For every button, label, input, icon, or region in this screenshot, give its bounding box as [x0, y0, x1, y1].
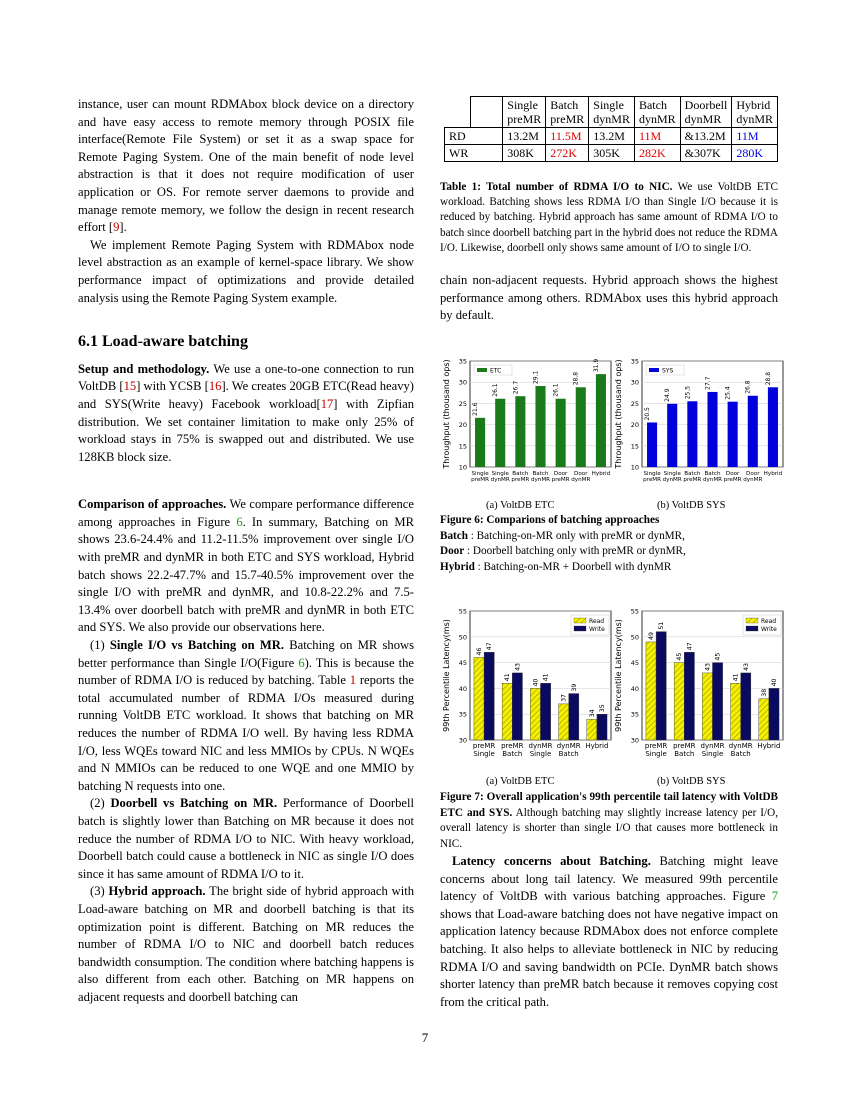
x-tick-label: Batch: [704, 471, 721, 477]
y-tick-label: 35: [630, 357, 639, 366]
fig6-chart-a: [440, 355, 615, 495]
table-cell: 272K: [546, 145, 589, 162]
bar: [541, 683, 551, 740]
y-tick-label: 55: [458, 607, 467, 616]
bar-value-label: 45: [714, 652, 722, 661]
y-tick-label: 35: [630, 710, 639, 719]
fig6-subcaption-b: (b) VoltDB SYS: [657, 500, 726, 511]
table-cell: 308K: [503, 145, 546, 162]
y-tick-label: 35: [458, 357, 467, 366]
citation-link[interactable]: 17: [320, 396, 334, 411]
x-tick-label: preMR: [683, 477, 702, 483]
bar-value-label: 34: [588, 709, 596, 718]
left-column: [78, 96, 414, 1007]
bar: [769, 688, 779, 740]
bar-value-label: 26.8: [744, 380, 752, 394]
paragraph: (1) Single I/O vs Batching on MR. Batching on MR shows better performance than Single I/O(Figure 6). This is because the number of RDMA I/O is reduced by batching. Table 1 reports the total accumulated number of RDMA I/Os measured during running VoltDB ETC workload. It shows that batching on MR reduces the number of RDMA I/O well. By having less RDMA I/O, less WQEs toward NIC and less MMIOs by CPUs. N WQEs and N MMIOs can be reduced to one WQE and one MMIO by batching N requests into one.: [78, 638, 414, 793]
bar-value-label: 29.1: [532, 370, 540, 385]
paragraph: Comparison of approaches. We compare performance difference among approaches in Figure 6. In summary, Batching on MR shows 23.6-24.4% and 11.2-11.5% improvement over single I/O with preMR and dynMR in both ETC and SYS workload, Hybrid batch shows 22.2-47.7% and 15.7-40.5% improvement over the single I/O with preMR and dynMR, and 10.8-22.2% and 7.5-13.4% over doorbell batch with preMR and dynMR in both ETC and SYS. We also provide our observations here.: [78, 497, 414, 635]
table-header-cell: Single preMR: [503, 97, 546, 128]
y-tick-label: 55: [630, 607, 639, 616]
table-cell: &307K: [680, 145, 732, 162]
bar: [741, 673, 751, 740]
citation-link[interactable]: 16: [208, 379, 222, 394]
paragraph: (3) Hybrid approach. The bright side of hybrid approach with Load-aware batching on MR and doorbell batching is that its optimization point is different. Batching on MR reduces the number of RDMA I/O to NIC and doorbell batch reduces bandwidth consumption. The condition where batching happens is also different from each other. Batching on MR happens on adjacent requests and doorbell batching can: [78, 884, 414, 1004]
bar: [674, 663, 684, 740]
bar: [515, 396, 525, 467]
x-tick-label: preMR: [472, 742, 496, 750]
bar: [559, 704, 569, 740]
y-tick-label: 25: [630, 399, 639, 408]
bar: [502, 683, 512, 740]
bar: [484, 652, 494, 740]
bar: [748, 396, 758, 467]
y-tick-label: 45: [630, 659, 639, 668]
figure-link[interactable]: 6: [236, 514, 243, 529]
paragraph: chain non-adjacent requests. Hybrid approach shows the highest performance among others. RDMAbox uses this hybrid approach by default.: [440, 273, 778, 323]
bar-value-label: 25.5: [684, 385, 692, 400]
table-header-cell: Batch preMR: [546, 97, 589, 128]
x-tick-label: preMR: [673, 742, 696, 750]
bar-value-label: 46: [476, 647, 484, 656]
x-tick-label: Single: [471, 471, 489, 477]
legend-swatch: [574, 618, 586, 623]
table-cell: 11M: [634, 128, 680, 145]
bar-value-label: 26.7: [512, 380, 520, 395]
y-tick-label: 50: [458, 633, 467, 642]
x-tick-label: Single: [701, 750, 724, 758]
bar-value-label: 26.1: [492, 383, 500, 397]
y-tick-label: 50: [630, 633, 639, 642]
figure-link[interactable]: 6: [298, 655, 305, 670]
x-tick-label: Batch: [512, 471, 529, 477]
x-tick-label: preMR: [501, 742, 524, 750]
bar: [702, 673, 712, 740]
legend-label: Write: [589, 626, 605, 633]
bar-value-label: 47: [486, 642, 494, 651]
bar: [707, 392, 717, 467]
y-tick-label: 25: [458, 399, 467, 408]
bar: [596, 374, 606, 467]
x-tick-label: preMR: [511, 477, 530, 483]
bar: [667, 404, 677, 467]
bar: [597, 714, 607, 740]
bar-value-label: 40: [770, 678, 778, 687]
y-axis-label: Throughput (thousand ops): [614, 359, 623, 469]
x-tick-label: preMR: [723, 477, 742, 483]
paragraph: Latency concerns about Batching. Batching might leave concerns about long tail latency. We measured 99th percentile latency of VoltDB with various batching approaches. Figure 7 shows that Load-aware batching does not have negative impact on application latency because RDMAbox does not enforce complete batching. It also helps to alleviate bottleneck in NIC by reducing RDMA I/O and saving bandwidth on PCIe. DynMR batch shows shorter latency than preMR batch because it removes copying cost from the critical path.: [440, 854, 778, 1009]
bar: [731, 683, 741, 740]
y-tick-label: 30: [630, 378, 639, 387]
x-tick-label: dynMR: [556, 742, 581, 750]
y-tick-label: 15: [630, 442, 639, 451]
fig6-subcaption-a: (a) VoltDB ETC: [486, 500, 555, 511]
bar: [474, 657, 484, 740]
legend-swatch: [746, 618, 758, 623]
table-header-cell: Batch dynMR: [634, 97, 680, 128]
legend-label: Write: [761, 626, 777, 633]
bar: [569, 694, 579, 740]
figure-link[interactable]: 7: [771, 889, 778, 904]
table-row: [445, 128, 778, 145]
bar-value-label: 31.9: [592, 358, 600, 373]
bar-value-label: 49: [648, 632, 656, 640]
table-1: [444, 96, 778, 162]
table-cell: 11.5M: [546, 128, 589, 145]
table-cell: 280K: [732, 145, 778, 162]
y-axis-label: 99th Percentile Latency(ms): [442, 619, 451, 732]
x-tick-label: preMR: [643, 477, 662, 483]
x-tick-label: Single: [491, 471, 509, 477]
y-tick-label: 30: [630, 736, 639, 745]
fig7-subcaption-a: (a) VoltDB ETC: [486, 776, 555, 787]
fig7-caption: Figure 7: Overall application's 99th percentile tail latency with VoltDB ETC and SYS. Although batching may slightly increase latency per I/O, overall latency is shorter than single I/O that causes more bottleneck in NIC.: [440, 791, 778, 850]
table-header-cell: Hybrid dynMR: [732, 97, 778, 128]
x-tick-label: Batch: [674, 750, 695, 758]
bar-value-label: 41: [732, 673, 740, 682]
bar-value-label: 38: [760, 688, 768, 697]
bar: [713, 663, 723, 740]
bar-value-label: 51: [658, 621, 666, 630]
bar: [768, 387, 778, 467]
paragraph: (2) Doorbell vs Batching on MR. Performance of Doorbell batch is slightly lower than Batching on MR because it does not reduce the number of RDMA I/O to NIC. With heavy workload, Doorbell batch could cause a bottleneck in NIC as single I/O does since it has same amount of RDMA I/O to it.: [78, 796, 414, 881]
bar-value-label: 43: [704, 663, 712, 671]
x-tick-label: Single: [645, 750, 667, 758]
fig7-chart-a: [440, 605, 615, 770]
bar: [728, 402, 738, 467]
y-tick-label: 15: [458, 442, 467, 451]
bar-value-label: 43: [514, 663, 522, 671]
x-tick-label: Batch: [730, 750, 751, 758]
bar-value-label: 20.5: [644, 407, 652, 421]
bar-value-label: 43: [742, 663, 750, 671]
y-tick-label: 20: [630, 421, 639, 430]
x-tick-label: preMR: [471, 477, 490, 483]
x-tick-label: Single: [529, 750, 552, 758]
x-tick-label: dynMR: [571, 477, 591, 483]
x-tick-label: Hybrid: [591, 471, 611, 477]
x-tick-label: Single: [663, 471, 681, 477]
bar: [647, 422, 657, 467]
bar: [646, 642, 656, 740]
x-tick-label: Hybrid: [585, 742, 609, 750]
x-tick-label: Door: [746, 471, 760, 477]
y-axis-label: 99th Percentile Latency(ms): [614, 619, 623, 732]
fig6-caption: Figure 6: Comparions of batching approaches Batch : Batching-on-MR only with preMR or dynMR, Door : Doorbell batching only with preMR or dynMR, Hybrid : Batching-on-MR + Doorbell with dynMR: [440, 514, 686, 573]
y-tick-label: 30: [458, 378, 467, 387]
bar: [512, 673, 522, 740]
citation-link[interactable]: 9: [113, 220, 120, 235]
citation-link[interactable]: 15: [123, 379, 137, 394]
legend-label: ETC: [490, 367, 502, 375]
bar: [759, 699, 769, 740]
bar-value-label: 47: [686, 642, 694, 651]
paragraph: instance, user can mount RDMAbox block device on a directory and have easy access to remote memory through POSIX file interface(Remote File System) or set it as a swap space for Remote Paging System. One of the main benefit of node level abstraction is that it does not require modification of user application or OS. For remote server daemons to provide and manage remote memory, we follow the design in recent research effort [9].: [78, 97, 414, 235]
bar-value-label: 21.6: [472, 402, 480, 416]
y-tick-label: 10: [630, 463, 639, 472]
x-tick-label: dynMR: [662, 477, 682, 483]
table-row-label: RD: [445, 128, 503, 145]
right-column: [440, 96, 778, 325]
x-tick-label: dynMR: [743, 477, 763, 483]
table-row: [445, 145, 778, 162]
y-tick-label: 30: [458, 736, 467, 745]
legend-swatch: [477, 368, 487, 372]
y-tick-label: 45: [458, 659, 467, 668]
paragraph: We implement Remote Paging System with RDMAbox node level abstraction as an example of kernel-space library. We show performance impact of optimizations and provide detailed analysis using the Remote Paging System example.: [78, 237, 414, 305]
x-tick-label: dynMR: [530, 477, 551, 483]
y-axis-label: Throughput (thousand ops): [442, 359, 451, 469]
fig7-subcaption-b: (b) VoltDB SYS: [657, 776, 726, 787]
x-tick-label: Batch: [502, 750, 523, 758]
bar-value-label: 41: [504, 673, 512, 682]
x-tick-label: Single: [473, 750, 495, 758]
paragraph: Setup and methodology. We use a one-to-one connection to run VoltDB [15] with YCSB [16]. We creates 20GB ETC(Read heavy) and SYS(Write heavy) Facebook workload[17] with Zipfian distribution. We set container limitation to make only 25% of workload stays in 75% is swapped out and distributed. We use 128KB block size.: [78, 361, 414, 464]
table-row-label: WR: [445, 145, 503, 162]
bar-value-label: 24.9: [664, 388, 672, 402]
fig6-chart-b: [612, 355, 787, 495]
table-cell: 11M: [732, 128, 778, 145]
section-title: 6.1 Load-aware batching: [78, 333, 248, 351]
bar-value-label: 39: [570, 683, 578, 692]
y-tick-label: 35: [458, 710, 467, 719]
x-tick-label: dynMR: [528, 742, 553, 750]
bar-value-label: 26.1: [552, 383, 560, 397]
bar: [495, 399, 505, 467]
x-tick-label: preMR: [644, 742, 668, 750]
x-tick-label: dynMR: [700, 742, 725, 750]
x-tick-label: Door: [553, 471, 568, 477]
bar: [556, 399, 566, 467]
table-header-row: [445, 97, 778, 128]
bar-value-label: 28.8: [764, 371, 772, 386]
x-tick-label: preMR: [551, 477, 570, 483]
legend-label: Read: [761, 618, 777, 625]
bar: [656, 632, 666, 740]
legend-label: Read: [589, 618, 605, 625]
table-header-cell: Single dynMR: [589, 97, 635, 128]
bar-value-label: 27.7: [704, 376, 712, 390]
x-tick-label: Batch: [532, 471, 549, 477]
legend-swatch: [574, 626, 586, 631]
legend-swatch: [746, 626, 758, 631]
y-tick-label: 10: [458, 463, 467, 472]
bar: [576, 387, 586, 467]
table-cell: 13.2M: [503, 128, 546, 145]
x-tick-label: Door: [574, 471, 588, 477]
bar-value-label: 40: [532, 678, 540, 687]
bar: [475, 418, 485, 467]
y-tick-label: 40: [630, 684, 639, 693]
bar: [535, 386, 545, 467]
x-tick-label: Batch: [684, 471, 701, 477]
x-tick-label: Single: [643, 471, 661, 477]
bar: [530, 688, 540, 740]
table-header-cell: [470, 97, 503, 128]
x-tick-label: dynMR: [728, 742, 753, 750]
bar-value-label: 41: [542, 673, 550, 682]
y-tick-label: 20: [458, 421, 467, 430]
x-tick-label: dynMR: [702, 477, 723, 483]
table-cell: 13.2M: [589, 128, 635, 145]
y-tick-label: 40: [458, 684, 467, 693]
bar-value-label: 28.8: [572, 371, 580, 386]
table-link[interactable]: 1: [349, 673, 357, 688]
table-cell: &13.2M: [680, 128, 732, 145]
page-number: 7: [421, 1030, 429, 1045]
bar: [684, 652, 694, 740]
table-caption: Table 1: Total number of RDMA I/O to NIC. We use VoltDB ETC workload. Batching shows less RDMA I/O than Single I/O because it is reduced by batching. Hybrid approach has same amount of RDMA I/O to batch since doorbell batching part in the hybrid does not reduce the RDMA I/O. Likewise, doorbell only shows same amount of I/O to single I/O.: [440, 181, 778, 254]
x-tick-label: Hybrid: [757, 742, 781, 750]
legend-swatch: [649, 368, 659, 372]
table-cell: 305K: [589, 145, 635, 162]
table-header-cell: Doorbell dynMR: [680, 97, 732, 128]
x-tick-label: dynMR: [490, 477, 510, 483]
bar: [687, 401, 697, 467]
bar-value-label: 35: [598, 704, 606, 713]
table-cell: 282K: [634, 145, 680, 162]
legend-label: SYS: [662, 367, 674, 375]
bar-value-label: 45: [676, 652, 684, 661]
bar: [587, 719, 597, 740]
x-tick-label: Hybrid: [763, 471, 783, 477]
fig7-chart-b: [612, 605, 787, 770]
bar-value-label: 25.4: [724, 386, 732, 400]
x-tick-label: Batch: [558, 750, 579, 758]
bar-value-label: 37: [560, 694, 568, 702]
x-tick-label: Door: [725, 471, 740, 477]
